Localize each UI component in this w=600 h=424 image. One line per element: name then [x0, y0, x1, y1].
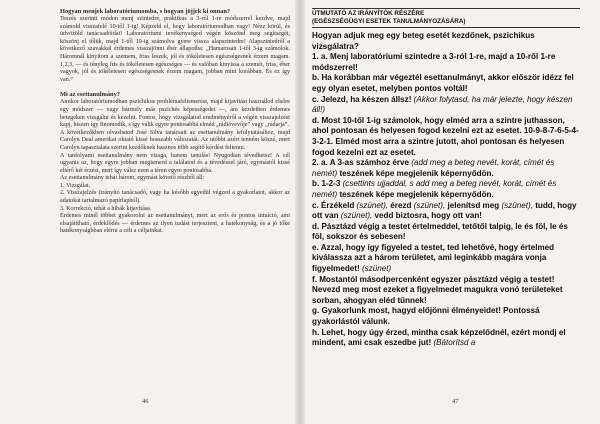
paragraph-case-intro: Amikor laboratóriumodban pszichikus problémafelismerést, majd kijavítást használod elsőre egy módszer — vagy bármely más pszichés képességedet —, ám kezdetben érdemes betegeken vizsgálni és kezelni. Fontos, hogy vizsgálatod eredményéről a végén visszajelzést kapj, hiszen így finomodik, s így válik egyre pontosabbá elméd „rádióvevője” vagy „radarja”. — [60, 99, 290, 129]
step-2c-note: (szünet), — [413, 200, 446, 210]
step-2h-text: h. Lehet, hogy úgy érzed, mintha csak képzelődnél, ezért mondj el mindent, ami csak eszedbe jut! — [312, 327, 566, 348]
step-2f: f. Mostantól másodpercenként egyszer pásztázd végig a testet! Nevezd meg most ezeket a figyelmedet magukra vonó területeket sorban, ahogyan eléd tűnnek! — [312, 274, 563, 305]
step-2a-tail: teszének képe megjelenik képernyődön. — [339, 168, 494, 178]
guide-header-line2: (EGÉSZSÉGÜGYI ESETEK TANULMÁNYOZÁSÁRA) — [312, 18, 466, 25]
right-page-text — [312, 8, 580, 349]
guide-header-line1: ÚTMUTATÓ AZ IRÁNYÍTÓK RÉSZÉRE — [312, 10, 425, 17]
section-title-case-study: Mi az esettanulmány? — [60, 91, 120, 99]
step-2e-note: (szünet) — [361, 264, 392, 274]
guide-body — [312, 31, 580, 349]
list-item: 3. Korrekció, tehát a hibák kijavítása. — [60, 205, 152, 212]
step-2c — [312, 201, 580, 222]
step-2e-text: e. Azzal, hogy így figyeled a testet, ted lehetővé, hogy értelmed kiválassza azt a három területet, ami leginkább magára vonja figyelmedet! — [312, 242, 555, 274]
paragraph-three-parts: Az esettanulmány tehát három, egymást követő részből áll: — [60, 175, 205, 182]
step-2e — [312, 243, 580, 275]
step-2c-text: jelenítsd meg — [447, 200, 500, 210]
step-1c-note: (Akkor folytasd, ha már jelezte, hogy készen áll!) — [312, 94, 573, 115]
step-2c-note: (szünet), — [356, 200, 389, 210]
step-2b-text: b. 1-2-3 — [312, 179, 341, 189]
step-2c-note: (szünet), — [501, 200, 533, 210]
step-2c-text: tudd, hogy ott van — [312, 200, 577, 221]
left-page-text — [60, 8, 290, 236]
step-1a: 1. a. Menj laboratóriumi szintedre a 3-ról 1-re, majd a 10-ről 1-re módszerrel! — [312, 52, 556, 72]
step-2c-tail: vedd biztosra, hogy ott van! — [374, 211, 483, 221]
question-title: Hogyan adjuk meg egy beteg esetét kezdőnek, pszichikus vizsgálatra? — [312, 31, 535, 51]
page-number-right: 47 — [452, 398, 459, 405]
step-2b-note: (csettints ujjaddal, s add meg a beteg nevét, korát, címét és nemét) — [312, 179, 557, 199]
step-2c-text: c. Érzékeld — [312, 200, 355, 210]
step-2a-text: 2. a. A 3-as számhoz érve — [312, 158, 410, 168]
step-2c-text: érezd — [390, 200, 412, 210]
book-gutter — [295, 0, 305, 424]
step-2a-note: (add meg a beteg nevét, korát, címét és nemét) — [312, 158, 555, 178]
step-1d: d. Most 10-től 1-ig számolok, hogy elméd arra a szintre juthasson, ahol pontosan és helyesen fogod kezelni ezt az esetet. 10-9-8-7-6-5-4-3-2-1. Elméd most arra a szintre jutott, ahol pontosan és helyesen fogod kezelni ezt az esetet. — [312, 115, 579, 157]
step-2c-note: (szünet), — [340, 211, 373, 221]
step-1b: b. Ha korábban már végeztél esettanulmányt, akkor először idézz fel egy olyan esetet, melyben pontos voltál! — [312, 73, 574, 93]
step-2h — [312, 328, 580, 349]
paragraph-silva: A következőkben olvashatod José Silva tanácsait az esettanulmány lefolytatásához, majd Carolyn Deal amerikai oktató kissé hosszabb változatát. Az utóbbi azért tenném közzé, mert Carolyn tapasztalata szerint kezdőknek hasznos több segítő kérdést feltenni. — [60, 129, 290, 151]
list-item: 2. Visszajelzés (irányító tanácsadó, vagy ha később egyedül végzed a gyakorlatot, akkor az adatokat tartalmazó papírlapból). — [60, 190, 290, 205]
guide-header — [312, 8, 580, 28]
paragraph-practice: Érdemes minél többet gyakorolni az esettanulmányt, mert az erős és pontos intuíció, ami elsajátítható, érdeklődés — érdemes az ilyen tudást terjeszteni, a hatékonyság, és a jó tőke hatékonyságbban elérni a célt a céljainkat. — [60, 213, 290, 235]
step-1c-text: c. Jelezd, ha készen állsz! — [312, 94, 412, 104]
page-number-left: 46 — [142, 398, 149, 405]
step-2b-tail: teszének képe megjelenik képernyődön. — [339, 189, 494, 199]
section-title-lab: Hogyan menjek laboratóriumomba, s hogyan jöjjek ki onnan? — [60, 8, 231, 15]
paragraph-lab: Teszés szerinti módon menj szintedre, praktikus a 3-ról 1-re módszerrel kezdve, majd számold visszafelé 10-től 1-ig! Képzeld el, hogy laboratóriumodban vagy! Nézz körül, és üdvözöld tanácsadóidat! Laboratóriumi tevékenységed végén köszönd meg segítségét, köszönj el tőlük, majd 1-től 10-ig számolva gyere vissza alapszintedre! Alapszintedről a következő szavakkal érdemes visszajönni ébér állapotba: „Hamarosan 1-től 3-ig számolok. Háromnál kinyitom a szemem, friss leszek, jól és tökéletesen egészségesnek érzem magam. 1,2,3, — és tényleg fris és tökéletesen egészséges — és valóban kinyissa a szemét, friss, éber vagyok, jól és tökéletesen egészségesnek érzem magam, jobban mint korábban. És ez így van.” — [60, 16, 290, 83]
step-2g: g. Gyakorlunk most, hagyd előjönni élményeidet! Pontossá gyakorlástól válunk. — [312, 306, 540, 327]
list-item: 1. Vizsgálat. — [60, 182, 91, 189]
step-2h-note: (Bátorítsd a — [433, 338, 476, 348]
step-2a — [312, 158, 580, 179]
step-2d: d. Pásztázd végig a testet értelmeddel, tetőtől talpig, le és föl, le és föl, sokszor és sebesen! — [312, 221, 568, 242]
paragraph-learning: A tanfolyami esettanulmány nem vizsga, hanem tanulás! Nyugodtan tévedhetsz! A cél ugyanis az, hogy egyre jobban megismerd a találatod és a tévedéssel járó, egymástól kissé eltérő két érzést, mert így válsz ezen a téren egyre pontosabbá. — [60, 152, 290, 174]
step-1c — [312, 95, 580, 116]
step-2b — [312, 179, 580, 200]
